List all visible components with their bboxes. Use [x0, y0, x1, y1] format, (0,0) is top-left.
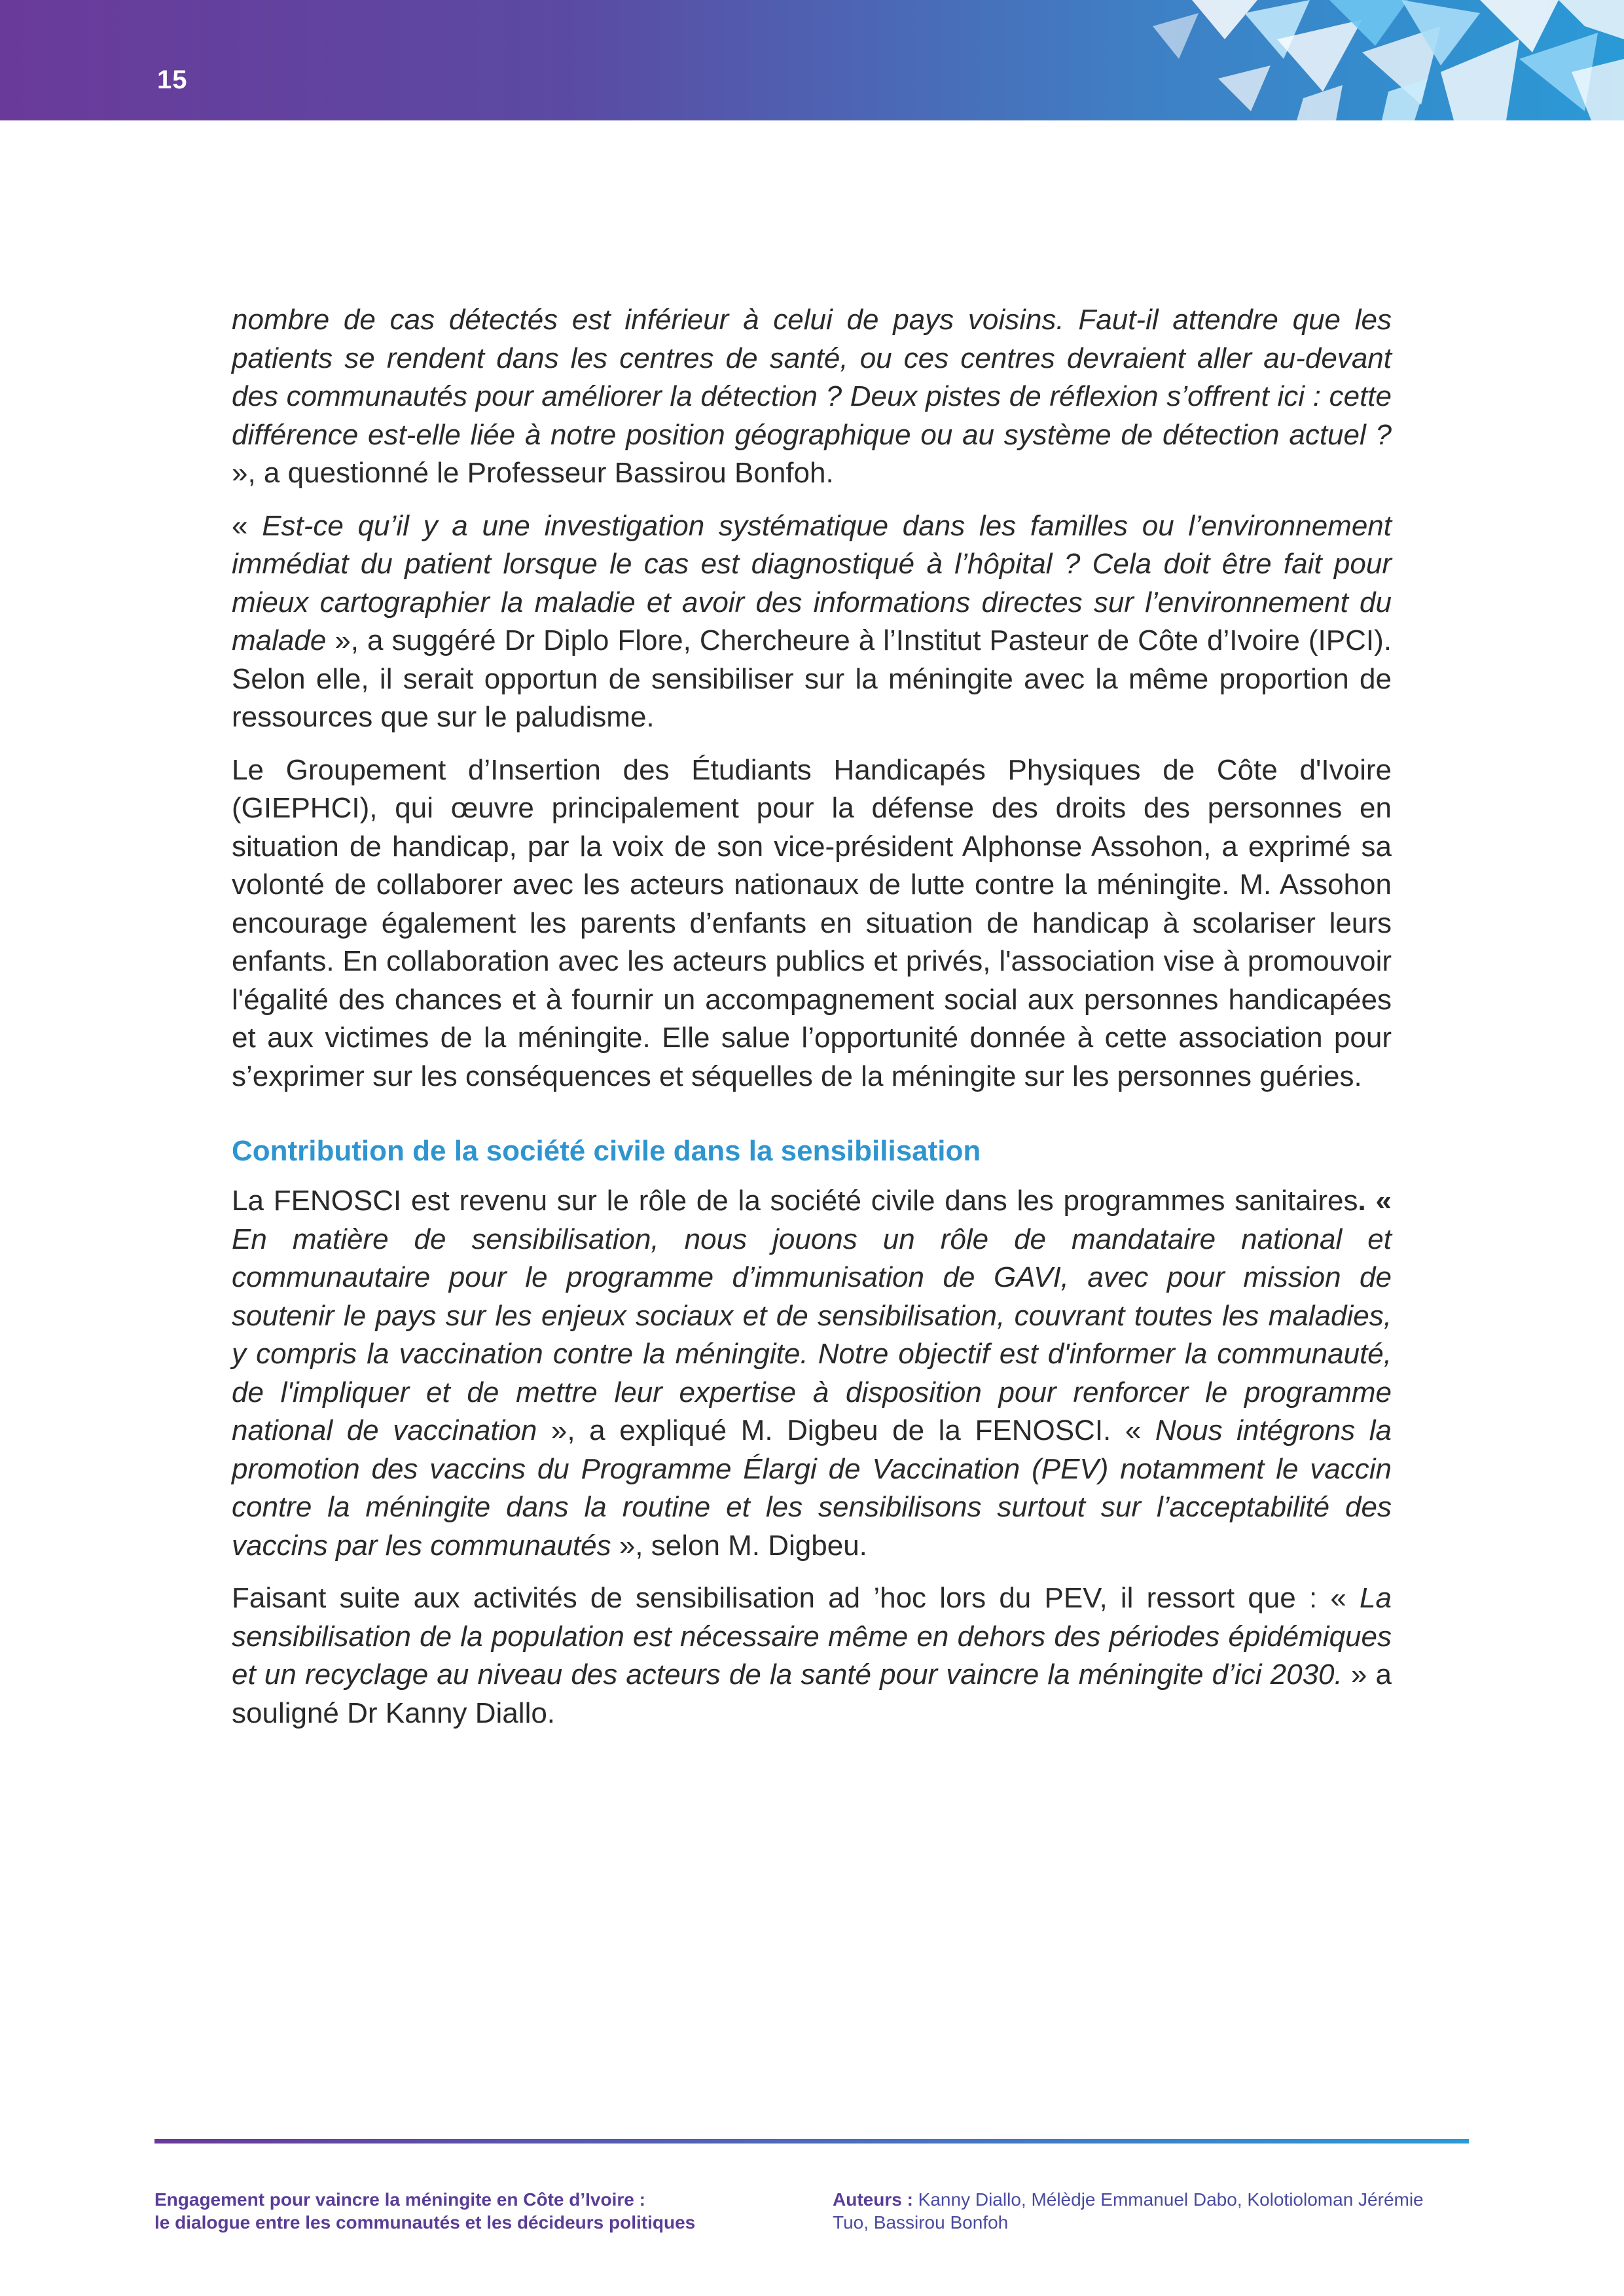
italic-quote-run: La sensibilisation de la population est nécessaire même en dehors des périodes épidémiques et un recyclage au niveau des acteurs de la santé pour vaincre la méningite d’ici 2030. — [232, 1582, 1392, 1691]
authors-names: Kanny Diallo, Mélèdje Emmanuel Dabo, Kolotioloman Jérémie Tuo, Bassirou Bonfoh — [833, 2189, 1424, 2233]
footer-publication-title — [154, 2188, 809, 2234]
text-run: » a souligné Dr Kanny Diallo. — [232, 1659, 1392, 1729]
text-run: . « — [1358, 1185, 1392, 1217]
text-run: », a questionné le Professeur Bassirou Bonfoh. — [232, 457, 834, 489]
footer-title-line: le dialogue entre les communautés et les décideurs politiques — [154, 2212, 696, 2233]
text-run: Le Groupement d’Insertion des Étudiants Handicapés Physiques de Côte d'Ivoire (GIEPHCI), qui œuvre principalement pour la défense des droits des personnes en situation de handicap, par la voix de son vice-président Alphonse Assohon, a exprimé sa volonté de collaborer avec les acteurs nationaux de lutte contre la méningite. M. Assohon encourage également les parents d’enfants en situation de handicap à scolariser leurs enfants. En collaboration avec les acteurs publics et privés, l'association vise à promouvoir l'égalité des chances et à fournir un accompagnement social aux personnes handicapées et aux victimes de la méningite. Elle salue l’opportunité donnée à cette association pour s’exprimer sur les conséquences et séquelles de la méningite sur les personnes guéries. — [232, 753, 1392, 1092]
italic-quote-run: nombre de cas détectés est inférieur à celui de pays voisins. Faut-il attendre que les patients se rendent dans les centres de santé, ou ces centres devraient aller au-devant des communautés pour améliorer la détection ? Deux pistes de réflexion s’offrent ici : cette différence est-elle liée à notre position géographique ou au système de détection actuel ? — [232, 304, 1392, 451]
text-run: Faisant suite aux activités de sensibilisation ad ’hoc lors du PEV, il ressort que : « — [232, 1582, 1360, 1614]
italic-quote-run: Est-ce qu’il y a une investigation systématique dans les familles ou l’environnement immédiat du patient lorsque le cas est diagnostiqué à l’hôpital ? Cela doit être fait pour mieux cartographier la maladie et avoir des informations directes sur l’environnement du malade — [232, 509, 1392, 656]
paragraph — [232, 1579, 1392, 1732]
footer-authors — [833, 2188, 1448, 2234]
paragraph — [232, 751, 1392, 1096]
authors-label: Auteurs : — [833, 2189, 913, 2210]
text-run: », selon M. Digbeu. — [611, 1529, 867, 1562]
italic-quote-run: En matière de sensibilisation, nous jouons un rôle de mandataire national et communautaire pour le programme d’immunisation de GAVI, avec pour mission de soutenir le pays sur les enjeux sociaux et de sensibilisation, couvrant toutes les maladies, y compris la vaccination contre la méningite. Notre objectif est d'informer la communauté, de l'impliquer et de mettre leur expertise à disposition pour renforcer le programme national de vaccination — [232, 1223, 1392, 1446]
text-run: », a suggéré Dr Diplo Flore, Chercheure à l’Institut Pasteur de Côte d’Ivoire (IPCI). Selon elle, il serait opportun de sensibiliser sur la méningite avec la même proportion de ressources que sur le paludisme. — [232, 624, 1392, 733]
paragraph — [232, 1182, 1392, 1565]
geometric-shards-decoration — [1113, 0, 1624, 120]
text-run: La FENOSCI est revenu sur le rôle de la société civile dans les programmes sanitaires — [232, 1185, 1358, 1217]
header-band — [0, 0, 1624, 120]
section-heading: Contribution de la société civile dans la sensibilisation — [232, 1135, 981, 1167]
paragraph — [232, 507, 1392, 737]
text-run: », a expliqué M. Digbeu de la FENOSCI. « — [537, 1414, 1155, 1446]
footer-divider — [154, 2139, 1469, 2144]
main-content — [232, 301, 1392, 1747]
text-run: « — [232, 509, 262, 542]
page-number: 15 — [157, 65, 188, 94]
italic-quote-run: Nous intégrons la promotion des vaccins du Programme Élargi de Vaccination (PEV) notamment le vaccin contre la méningite dans la routine et les sensibilisons surtout sur l’acceptabilité des vaccins par les communautés — [232, 1414, 1392, 1562]
footer-title-line: Engagement pour vaincre la méningite en Côte d’Ivoire : — [154, 2189, 645, 2210]
paragraph — [232, 301, 1392, 493]
